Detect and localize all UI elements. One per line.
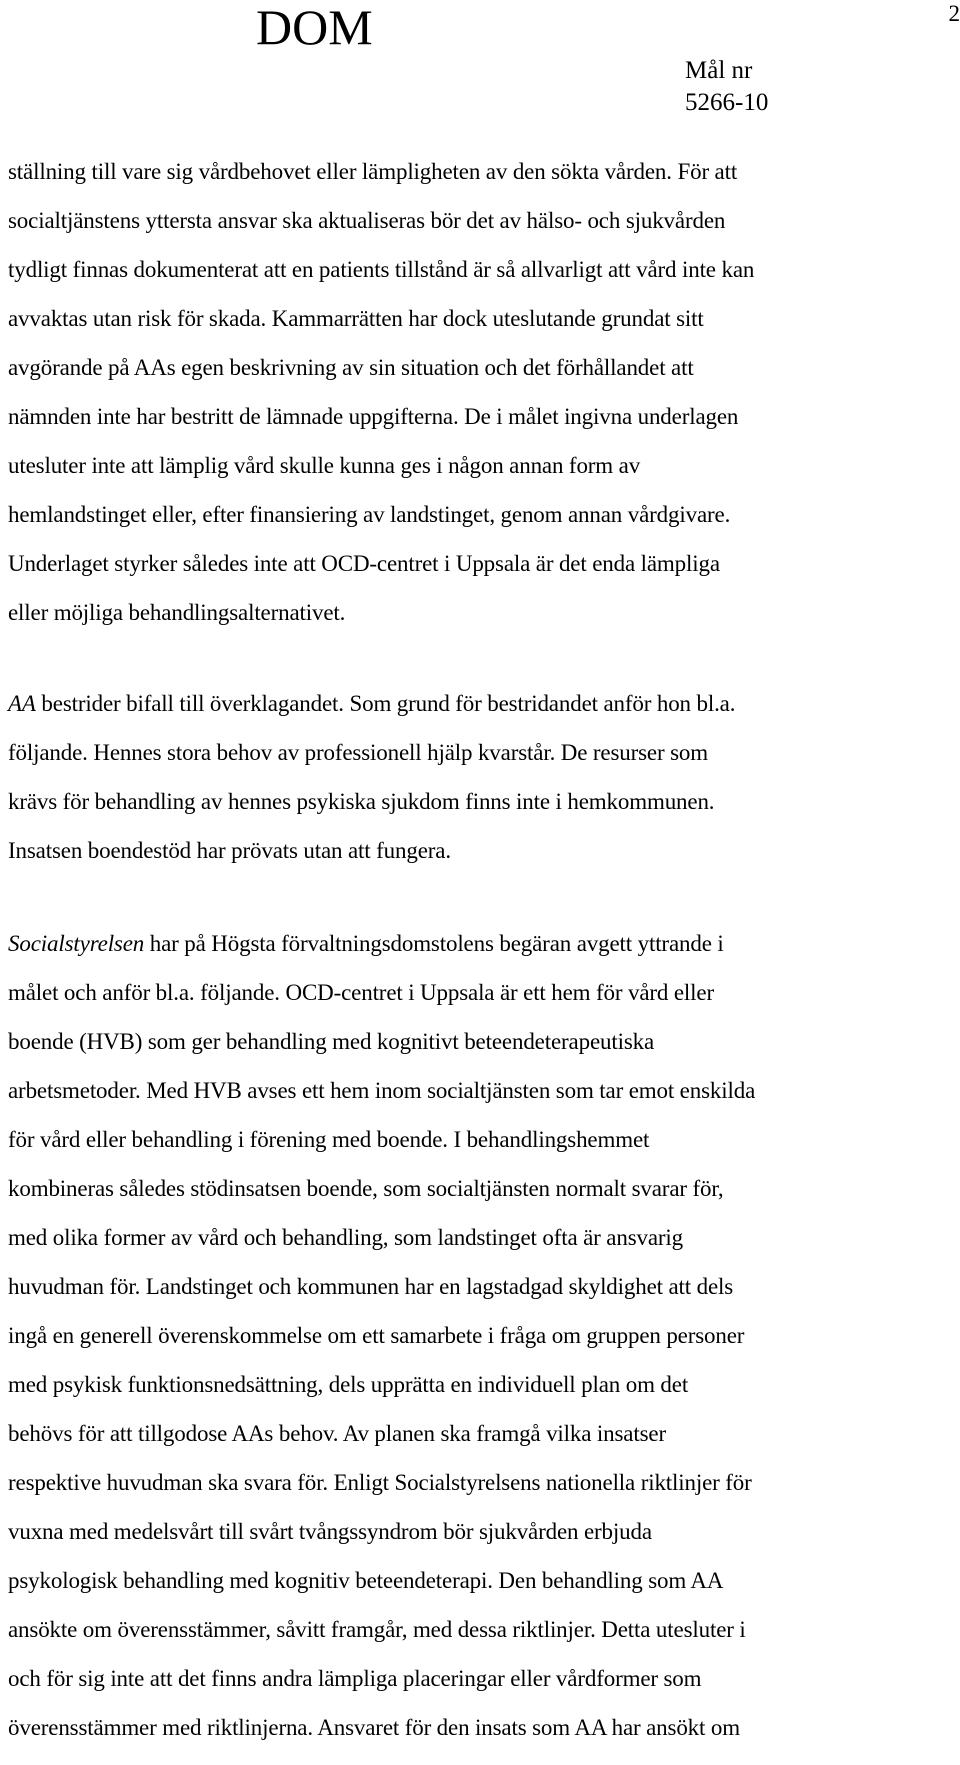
text-line-rest: har på Högsta förvaltningsdomstolens begäran avgett yttrande i [144, 931, 724, 956]
text-line: tydligt finnas dokumenterat att en patients tillstånd är så allvarligt att vård inte kan [8, 257, 755, 282]
text-line [8, 679, 960, 728]
text-line: för vård eller behandling i förening med boende. I behandlingshemmet [8, 1127, 650, 1152]
text-line: nämnden inte har bestritt de lämnade uppgifterna. De i målet ingivna underlagen [8, 404, 739, 429]
document-body [8, 147, 960, 1752]
text-line: Insatsen boendestöd har prövats utan att fungera. [8, 838, 451, 863]
text-line: överensstämmer med riktlinjerna. Ansvaret för den insats som AA har ansökt om [8, 1715, 740, 1740]
paragraph-court-reasoning [8, 147, 960, 637]
text-line: behövs för att tillgodose AAs behov. Av planen ska framgå vilka insatser [8, 1421, 666, 1446]
text-line: utesluter inte att lämplig vård skulle kunna ges i någon annan form av [8, 453, 641, 478]
text-line: ställning till vare sig vårdbehovet eller lämpligheten av den sökta vården. För att [8, 159, 738, 184]
text-line: huvudman för. Landstinget och kommunen har en lagstadgad skyldighet att dels [8, 1274, 734, 1299]
paragraph-aa-response [8, 679, 960, 875]
paragraph-socialstyrelsen-statement [8, 919, 960, 1752]
text-line: krävs för behandling av hennes psykiska sjukdom finns inte i hemkommunen. [8, 789, 715, 814]
party-name-socialstyrelsen: Socialstyrelsen [8, 931, 145, 956]
text-line: ingå en generell överenskommelse om ett samarbete i fråga om gruppen personer [8, 1323, 745, 1348]
text-line: med psykisk funktionsnedsättning, dels upprätta en individuell plan om det [8, 1372, 689, 1397]
text-line: vuxna med medelsvårt till svårt tvångssyndrom bör sjukvården erbjuda [8, 1519, 652, 1544]
text-line: ansökte om överensstämmer, såvitt framgår, med dessa riktlinjer. Detta utesluter i [8, 1617, 746, 1642]
text-line: psykologisk behandling med kognitiv beteendeterapi. Den behandling som AA [8, 1568, 724, 1593]
text-line: målet och anför bl.a. följande. OCD-centret i Uppsala är ett hem för vård eller [8, 980, 714, 1005]
text-line: och för sig inte att det finns andra lämpliga placeringar eller vårdformer som [8, 1666, 702, 1691]
text-line: följande. Hennes stora behov av professionell hjälp kvarstår. De resurser som [8, 740, 708, 765]
text-line: hemlandstinget eller, efter finansiering av landstinget, genom annan vårdgivare. [8, 502, 731, 527]
text-line: boende (HVB) som ger behandling med kognitivt beteendeterapeutiska [8, 1029, 655, 1054]
party-name-aa: AA [8, 691, 36, 716]
text-line: Underlaget styrker således inte att OCD-centret i Uppsala är det enda lämpliga [8, 551, 720, 576]
text-line: avvaktas utan risk för skada. Kammarrätten har dock uteslutande grundat sitt [8, 306, 704, 331]
text-line: socialtjänstens yttersta ansvar ska aktualiseras bör det av hälso- och sjukvården [8, 208, 726, 233]
page-number: 2 [948, 1, 960, 26]
text-line: eller möjliga behandlingsalternativet. [8, 600, 346, 625]
text-line [8, 919, 960, 968]
text-line: kombineras således stödinsatsen boende, som socialtjänsten normalt svarar för, [8, 1176, 724, 1201]
case-number-label: Mål nr [685, 57, 753, 84]
text-line: avgörande på AAs egen beskrivning av sin situation och det förhållandet att [8, 355, 694, 380]
text-line: med olika former av vård och behandling, som landstinget ofta är ansvarig [8, 1225, 684, 1250]
case-number: 5266-10 [685, 89, 769, 116]
text-line: arbetsmetoder. Med HVB avses ett hem inom socialtjänsten som tar emot enskilda [8, 1078, 756, 1103]
document-title: DOM [256, 0, 373, 55]
text-line-rest: bestrider bifall till överklagandet. Som grund för bestridandet anför hon bl.a. [35, 691, 736, 716]
text-line: respektive huvudman ska svara för. Enligt Socialstyrelsens nationella riktlinjer för [8, 1470, 752, 1495]
